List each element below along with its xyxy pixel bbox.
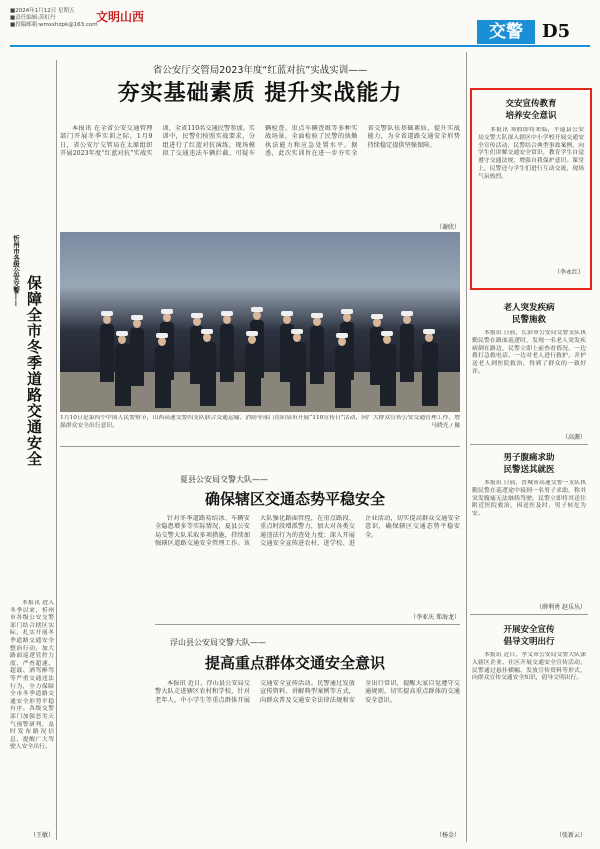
bottom-headline: 提高重点群体交通安全意识 (205, 654, 386, 672)
right-box-headline-line-2: 培养安全意识 (505, 111, 557, 121)
right-box-headline-line-1: 交安宣传教育 (505, 99, 557, 109)
section-badge: 交警 (477, 20, 535, 44)
left-kicker: 忻州市各级公安交警—— (12, 235, 20, 307)
right-article-4-line-1: 开展安全宣传 (503, 625, 555, 635)
lead-headline: 夯实基础素质 提升实战能力 (117, 81, 403, 106)
masthead-email: ■投稿邮箱:wmsxhzpk@163.com (10, 22, 98, 28)
masthead-rule (10, 45, 590, 47)
photo-credit: 马晓光 / 摄 (431, 422, 460, 429)
mid-body-text: 针对冬季道路易结冰、车辆安全隐患增多等实际情况，夏县公安局交警大队采取多项措施，持续加强辖区道路交通安全管理工作。该大队强化路面管控，在重点路段、重点时段增派警力，加大对各类交通违法行为的查处力度；深入开展交通安全宣传进农村、进学校、进企业活动，切实提高群众交通安全意识，确保辖区交通态势平稳安全。 (155, 515, 460, 547)
right-box-body-text: 本报讯 寒假即将来临，平遥县公安局交警大队深入辖区中小学校开展交通安全宣传活动，民警结合典型事故案例，向学生们讲解交通安全常识，教育学生自觉遵守交通法规，增强自我保护意识。课堂上，民警还与学生们进行互动交流，现场气氛热烈。 (478, 127, 584, 180)
left-headline: 保障全市冬季道路交通安全 (25, 275, 43, 467)
bottom-body (155, 680, 460, 825)
right-article-2-signature: （高源） (561, 434, 586, 441)
right-box-signature: （李永红） (553, 269, 584, 276)
right-article-3-text: 本报讯 日前，晋城市高速交警一支队执勤民警在巡逻途中接到一名男子求助，称其突发腹痛无法继续驾驶。民警立即将其送往附近医院救治，因送医及时，男子转危为安。 (472, 480, 586, 518)
bottom-kicker: 浮山县公安局交警大队—— (170, 638, 266, 647)
right-article-4-text: 本报讯 近日，孝义市公安局交警大队深入辖区企业、社区开展交通安全宣传活动，民警通过悬挂横幅、发放宣传资料等形式，向群众宣传交通安全知识，倡导文明出行。 (472, 652, 586, 682)
left-body-text: 本报讯 进入冬季以来，忻州市各级公安交警部门结合辖区实际，扎实开展冬季道路交通安全整治行动，加大路面巡逻管控力度，严查超速、超载、酒驾醉驾等严重交通违法行为，全力保障全市冬季道路交通安全形势平稳有序。各级交警部门加强恶劣天气预警研判，及时发布路况信息，提醒广大驾驶人安全出行。 (10, 600, 54, 751)
masthead-editor: ■责任编辑:苏虹丹 (10, 15, 56, 21)
lead-body (60, 125, 460, 221)
police-parade-photo (60, 232, 460, 412)
right-article-2-body (472, 330, 586, 430)
mid-signature: （李亚庆 郑海龙） (410, 614, 460, 621)
right-article-4-signature: （张新云） (555, 832, 586, 839)
right-article-2-line-2: 民警施救 (511, 315, 546, 325)
right-article-3-signature: （薛利勇 赵乐丛） (536, 604, 586, 611)
mid-divider (60, 446, 460, 447)
left-signature: （王敏） (29, 832, 54, 839)
right-article-3-body (472, 480, 586, 598)
photo-caption-text: 1月10日是第四个中国人民警察节，山西高速交警四支队联合交通运输、消防等部门在阳泉市开展“110宣传日”活动，向广大群众宣传公安交通管理工作，增强群众安全出行意识。 (60, 415, 460, 429)
column-divider (56, 60, 57, 840)
right-box-headline (472, 98, 590, 122)
right-article-3-line-2: 民警送其就医 (503, 465, 555, 475)
masthead-date: ■2024年1月12日 星期五 (10, 8, 75, 14)
lead-signature: （谢欣） (435, 224, 460, 231)
right-article-4-line-2: 倡导文明出行 (503, 637, 555, 647)
right-article-2-headline (470, 302, 588, 326)
left-body (10, 600, 54, 825)
right-article-3-headline (470, 452, 588, 476)
right-article-4-body (472, 652, 586, 824)
right-article-2-line-1: 老人突发疾病 (503, 303, 555, 313)
mid-headline: 确保辖区交通态势平稳安全 (205, 490, 386, 508)
highlighted-article-box (470, 88, 592, 290)
right-box-body (478, 127, 584, 267)
bottom-body-text: 本报讯 近日，浮山县公安局交警大队走进辖区农村和学校，针对老年人、中小学生等重点群体开展交通安全宣传活动。民警通过发放宣传资料、讲解典型案例等方式，向群众普及交通安全法律法规和安全出行常识，提醒大家自觉遵守交通规则，切实提高重点群体的交通安全意识。 (155, 680, 460, 704)
page-number: D5 (542, 21, 571, 42)
right-article-4-headline (470, 624, 588, 648)
mid-kicker: 夏县公安局交警大队—— (180, 475, 268, 484)
right-column-divider (466, 52, 467, 842)
lead-kicker: 省公安厅交管局2023年度“红蓝对抗”实战实训—— (152, 65, 368, 76)
mid-body (155, 515, 460, 610)
bottom-divider (155, 624, 460, 625)
right-article-2-text: 本报讯 日前，长治市公安局交警支队执勤民警在路面巡逻时，发现一名老人突发疾病倒在路边，民警立即上前查看情况，一边拨打急救电话，一边对老人进行救护，并护送老人到医院救治，得到了群众的一致好评。 (472, 330, 586, 375)
photo-caption (60, 415, 460, 441)
bottom-signature: （杨金） (435, 832, 460, 839)
lead-body-text: 本报讯 在全省公安交通管理部门开展冬季实训之际，1月9日，省公安厅交管局在太原组织开展2023年度“红蓝对抗”实战实训，全省110名交通民警参加。实训中，民警们按照实战要求，分组进行了红蓝对抗演练，现场模拟了交通违法车辆拦截、可疑车辆检查、重点车辆查缉等多种实战场景，全面检验了民警的执勤执法能力和应急处置水平。据悉，此次实训旨在进一步夯实全省交警队伍基础素质，提升实战能力，为全省道路交通安全形势持续稳定提供坚强保障。 (60, 125, 460, 157)
paper-logo: 文明山西 (96, 10, 145, 24)
right-article-3-line-1: 男子腹痛求助 (503, 453, 555, 463)
